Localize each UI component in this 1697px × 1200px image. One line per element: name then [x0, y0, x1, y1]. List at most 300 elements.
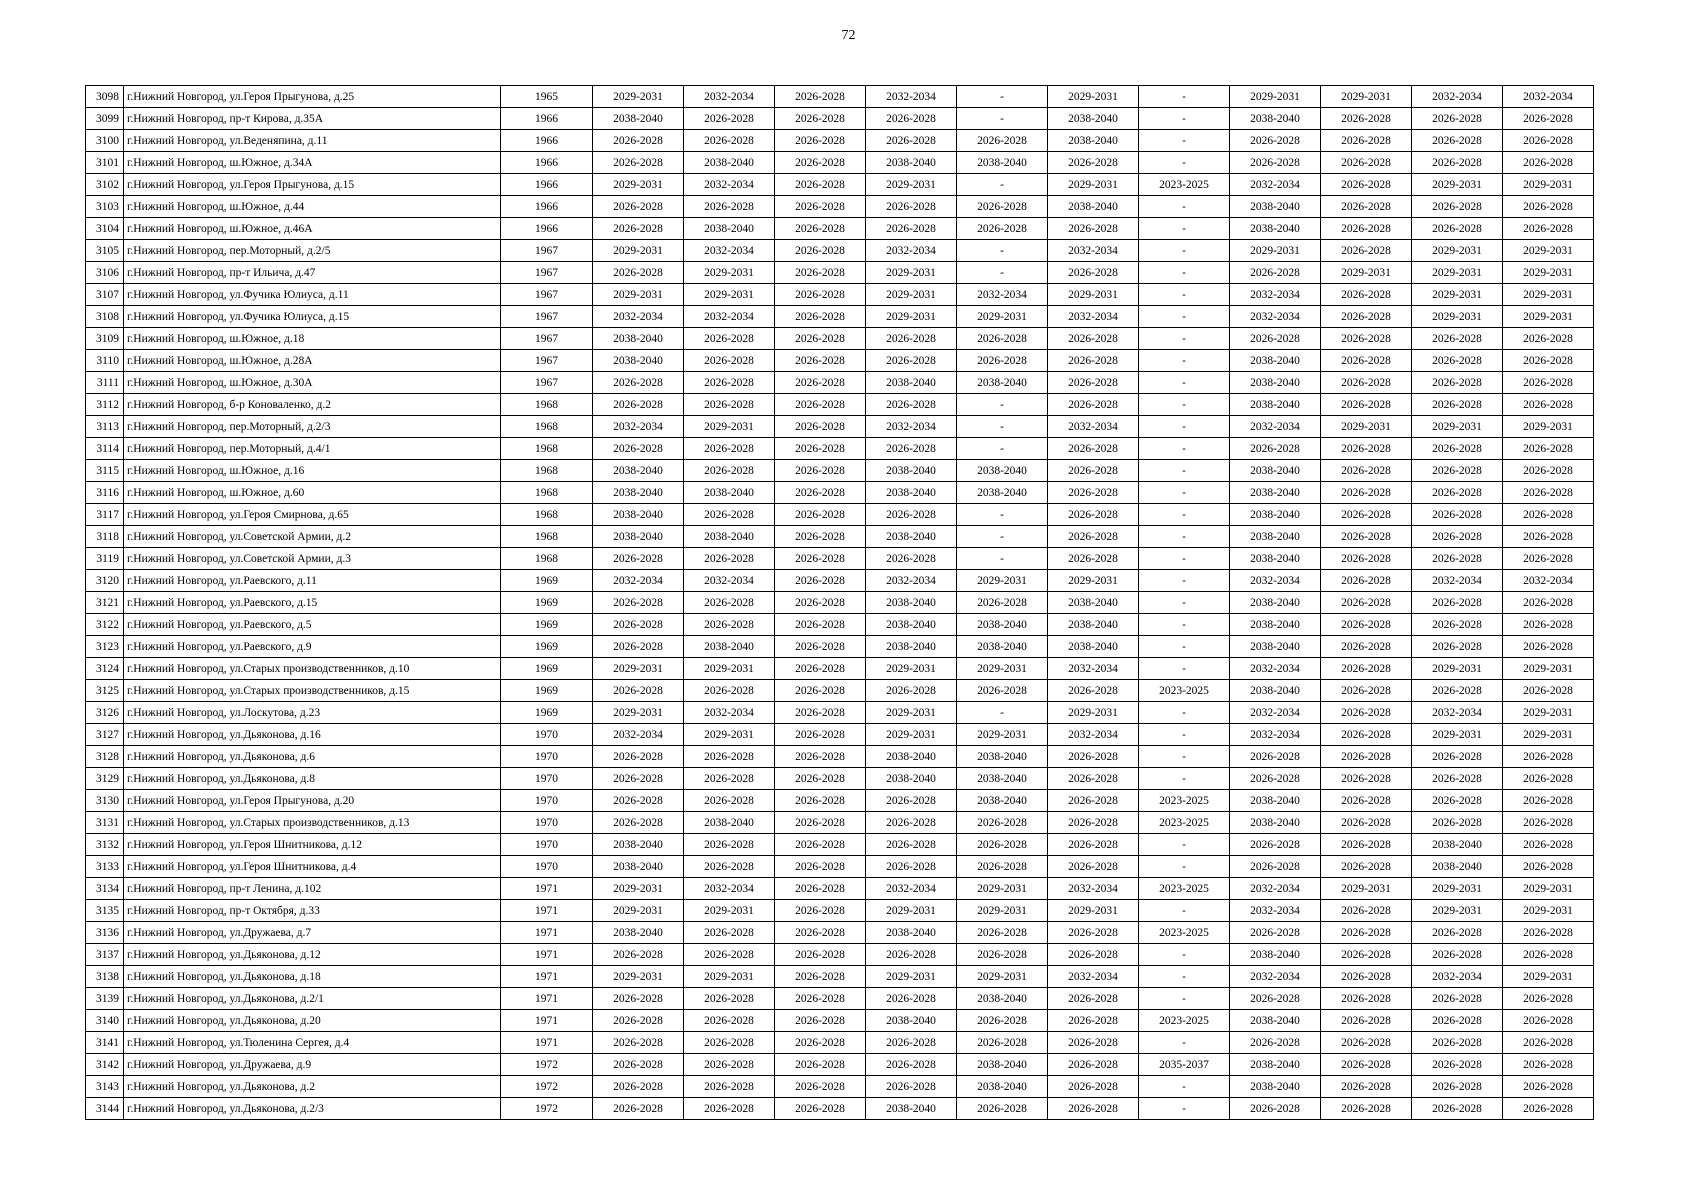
cell-period-col-3: 2026-2028: [775, 1076, 866, 1098]
cell-period-col-10: 2029-2031: [1412, 306, 1503, 328]
cell-address: г.Нижний Новгород, ул.Лоскутова, д.23: [124, 702, 501, 724]
cell-period-col-2: 2026-2028: [684, 922, 775, 944]
cell-period-col-1: 2026-2028: [593, 1010, 684, 1032]
table-row: [86, 1076, 1594, 1098]
cell-period-col-2: 2026-2028: [684, 350, 775, 372]
cell-period-col-6: 2026-2028: [1048, 482, 1139, 504]
table-row: [86, 482, 1594, 504]
cell-period-col-8: 2038-2040: [1230, 614, 1321, 636]
cell-period-col-3: 2026-2028: [775, 636, 866, 658]
table-row: [86, 350, 1594, 372]
cell-period-col-4: 2026-2028: [866, 790, 957, 812]
table-row: [86, 768, 1594, 790]
cell-period-col-10: 2029-2031: [1412, 658, 1503, 680]
cell-period-col-11: 2026-2028: [1503, 504, 1594, 526]
cell-period-col-10: 2026-2028: [1412, 130, 1503, 152]
cell-period-col-11: 2026-2028: [1503, 526, 1594, 548]
cell-year-built: 1969: [501, 702, 593, 724]
cell-period-col-2: 2029-2031: [684, 658, 775, 680]
cell-period-col-4: 2026-2028: [866, 680, 957, 702]
cell-period-col-8: 2032-2034: [1230, 416, 1321, 438]
cell-period-col-7: 2023-2025: [1139, 1010, 1230, 1032]
cell-period-col-2: 2026-2028: [684, 130, 775, 152]
table-row: [86, 152, 1594, 174]
cell-year-built: 1971: [501, 988, 593, 1010]
cell-period-col-8: 2032-2034: [1230, 174, 1321, 196]
cell-period-col-1: 2038-2040: [593, 834, 684, 856]
cell-period-col-4: 2038-2040: [866, 460, 957, 482]
cell-period-col-11: 2029-2031: [1503, 306, 1594, 328]
cell-period-col-8: 2038-2040: [1230, 394, 1321, 416]
cell-period-col-5: 2029-2031: [957, 658, 1048, 680]
cell-row-number: 3129: [86, 768, 124, 790]
cell-period-col-7: -: [1139, 504, 1230, 526]
cell-period-col-1: 2026-2028: [593, 1076, 684, 1098]
table-row: [86, 900, 1594, 922]
cell-period-col-8: 2038-2040: [1230, 482, 1321, 504]
cell-address: г.Нижний Новгород, ул.Дьяконова, д.6: [124, 746, 501, 768]
cell-period-col-8: 2038-2040: [1230, 108, 1321, 130]
cell-period-col-10: 2026-2028: [1412, 152, 1503, 174]
table-row: [86, 1032, 1594, 1054]
cell-period-col-7: -: [1139, 570, 1230, 592]
cell-period-col-5: -: [957, 416, 1048, 438]
cell-period-col-5: 2038-2040: [957, 614, 1048, 636]
cell-period-col-7: -: [1139, 218, 1230, 240]
cell-period-col-7: -: [1139, 966, 1230, 988]
cell-period-col-4: 2029-2031: [866, 658, 957, 680]
cell-period-col-8: 2038-2040: [1230, 592, 1321, 614]
cell-period-col-4: 2026-2028: [866, 438, 957, 460]
cell-period-col-9: 2026-2028: [1321, 702, 1412, 724]
cell-period-col-1: 2026-2028: [593, 262, 684, 284]
cell-period-col-9: 2026-2028: [1321, 988, 1412, 1010]
cell-period-col-4: 2038-2040: [866, 592, 957, 614]
cell-period-col-8: 2032-2034: [1230, 284, 1321, 306]
cell-period-col-10: 2026-2028: [1412, 614, 1503, 636]
cell-period-col-3: 2026-2028: [775, 152, 866, 174]
cell-year-built: 1972: [501, 1054, 593, 1076]
cell-row-number: 3100: [86, 130, 124, 152]
cell-period-col-8: 2038-2040: [1230, 350, 1321, 372]
cell-period-col-9: 2026-2028: [1321, 856, 1412, 878]
cell-period-col-8: 2038-2040: [1230, 460, 1321, 482]
cell-address: г.Нижний Новгород, ш.Южное, д.60: [124, 482, 501, 504]
cell-period-col-1: 2038-2040: [593, 328, 684, 350]
cell-period-col-1: 2029-2031: [593, 900, 684, 922]
cell-address: г.Нижний Новгород, ул.Дьяконова, д.2/3: [124, 1098, 501, 1120]
cell-period-col-1: 2038-2040: [593, 482, 684, 504]
cell-year-built: 1971: [501, 1010, 593, 1032]
cell-period-col-5: 2026-2028: [957, 592, 1048, 614]
cell-year-built: 1966: [501, 196, 593, 218]
cell-row-number: 3136: [86, 922, 124, 944]
cell-period-col-3: 2026-2028: [775, 614, 866, 636]
cell-period-col-2: 2032-2034: [684, 570, 775, 592]
table-row: [86, 570, 1594, 592]
cell-period-col-10: 2026-2028: [1412, 482, 1503, 504]
cell-period-col-5: 2026-2028: [957, 1032, 1048, 1054]
cell-period-col-2: 2026-2028: [684, 548, 775, 570]
cell-period-col-10: 2026-2028: [1412, 944, 1503, 966]
cell-period-col-5: 2038-2040: [957, 988, 1048, 1010]
cell-period-col-1: 2026-2028: [593, 812, 684, 834]
cell-period-col-7: 2023-2025: [1139, 174, 1230, 196]
table-row: [86, 680, 1594, 702]
cell-period-col-7: -: [1139, 306, 1230, 328]
cell-period-col-1: 2029-2031: [593, 284, 684, 306]
cell-period-col-9: 2026-2028: [1321, 900, 1412, 922]
cell-period-col-11: 2029-2031: [1503, 966, 1594, 988]
cell-row-number: 3109: [86, 328, 124, 350]
cell-address: г.Нижний Новгород, ул.Дьяконова, д.20: [124, 1010, 501, 1032]
cell-period-col-8: 2038-2040: [1230, 944, 1321, 966]
cell-period-col-7: -: [1139, 1076, 1230, 1098]
cell-period-col-9: 2026-2028: [1321, 1054, 1412, 1076]
cell-period-col-5: 2038-2040: [957, 372, 1048, 394]
cell-period-col-9: 2026-2028: [1321, 680, 1412, 702]
cell-address: г.Нижний Новгород, ш.Южное, д.30А: [124, 372, 501, 394]
cell-period-col-3: 2026-2028: [775, 504, 866, 526]
cell-period-col-6: 2032-2034: [1048, 416, 1139, 438]
cell-period-col-5: 2038-2040: [957, 790, 1048, 812]
cell-row-number: 3127: [86, 724, 124, 746]
cell-period-col-2: 2029-2031: [684, 966, 775, 988]
cell-period-col-7: -: [1139, 108, 1230, 130]
cell-period-col-8: 2038-2040: [1230, 526, 1321, 548]
cell-row-number: 3116: [86, 482, 124, 504]
cell-period-col-2: 2026-2028: [684, 944, 775, 966]
cell-period-col-9: 2026-2028: [1321, 284, 1412, 306]
cell-period-col-7: -: [1139, 196, 1230, 218]
cell-period-col-5: 2026-2028: [957, 350, 1048, 372]
cell-period-col-8: 2026-2028: [1230, 746, 1321, 768]
cell-period-col-7: -: [1139, 526, 1230, 548]
cell-address: г.Нижний Новгород, б-р Коноваленко, д.2: [124, 394, 501, 416]
cell-period-col-1: 2029-2031: [593, 702, 684, 724]
cell-row-number: 3113: [86, 416, 124, 438]
cell-period-col-1: 2038-2040: [593, 108, 684, 130]
cell-period-col-8: 2032-2034: [1230, 306, 1321, 328]
cell-row-number: 3110: [86, 350, 124, 372]
cell-row-number: 3105: [86, 240, 124, 262]
cell-period-col-3: 2026-2028: [775, 262, 866, 284]
cell-period-col-6: 2029-2031: [1048, 702, 1139, 724]
cell-period-col-5: 2026-2028: [957, 812, 1048, 834]
cell-period-col-3: 2026-2028: [775, 174, 866, 196]
cell-period-col-1: 2026-2028: [593, 1032, 684, 1054]
cell-period-col-2: 2026-2028: [684, 504, 775, 526]
cell-period-col-9: 2029-2031: [1321, 86, 1412, 108]
cell-period-col-9: 2026-2028: [1321, 372, 1412, 394]
table-row: [86, 262, 1594, 284]
cell-period-col-6: 2026-2028: [1048, 526, 1139, 548]
cell-period-col-11: 2026-2028: [1503, 328, 1594, 350]
cell-year-built: 1968: [501, 526, 593, 548]
cell-row-number: 3130: [86, 790, 124, 812]
cell-period-col-9: 2029-2031: [1321, 262, 1412, 284]
cell-row-number: 3141: [86, 1032, 124, 1054]
cell-address: г.Нижний Новгород, пер.Моторный, д.4/1: [124, 438, 501, 460]
cell-period-col-7: -: [1139, 130, 1230, 152]
cell-period-col-11: 2029-2031: [1503, 174, 1594, 196]
cell-period-col-8: 2038-2040: [1230, 812, 1321, 834]
cell-row-number: 3132: [86, 834, 124, 856]
cell-year-built: 1971: [501, 922, 593, 944]
cell-address: г.Нижний Новгород, ш.Южное, д.46А: [124, 218, 501, 240]
cell-period-col-7: -: [1139, 658, 1230, 680]
cell-period-col-5: 2029-2031: [957, 570, 1048, 592]
cell-year-built: 1966: [501, 130, 593, 152]
cell-period-col-1: 2026-2028: [593, 746, 684, 768]
table-row: [86, 856, 1594, 878]
cell-period-col-8: 2026-2028: [1230, 834, 1321, 856]
table-row: [86, 944, 1594, 966]
cell-period-col-8: 2026-2028: [1230, 262, 1321, 284]
table-row: [86, 702, 1594, 724]
cell-period-col-2: 2026-2028: [684, 592, 775, 614]
cell-address: г.Нижний Новгород, ул.Фучика Юлиуса, д.15: [124, 306, 501, 328]
cell-row-number: 3108: [86, 306, 124, 328]
cell-year-built: 1968: [501, 438, 593, 460]
cell-period-col-11: 2029-2031: [1503, 702, 1594, 724]
cell-period-col-1: 2029-2031: [593, 658, 684, 680]
cell-period-col-3: 2026-2028: [775, 548, 866, 570]
cell-period-col-8: 2026-2028: [1230, 1098, 1321, 1120]
cell-period-col-10: 2029-2031: [1412, 900, 1503, 922]
cell-period-col-6: 2032-2034: [1048, 878, 1139, 900]
cell-period-col-6: 2032-2034: [1048, 724, 1139, 746]
cell-period-col-7: -: [1139, 944, 1230, 966]
cell-period-col-4: 2026-2028: [866, 130, 957, 152]
table-row: [86, 636, 1594, 658]
cell-period-col-5: -: [957, 86, 1048, 108]
cell-period-col-8: 2032-2034: [1230, 966, 1321, 988]
cell-period-col-2: 2032-2034: [684, 174, 775, 196]
cell-row-number: 3125: [86, 680, 124, 702]
cell-period-col-1: 2029-2031: [593, 878, 684, 900]
cell-address: г.Нижний Новгород, ул.Веденяпина, д.11: [124, 130, 501, 152]
cell-year-built: 1971: [501, 1032, 593, 1054]
cell-period-col-2: 2029-2031: [684, 900, 775, 922]
cell-period-col-7: 2023-2025: [1139, 790, 1230, 812]
table-row: [86, 372, 1594, 394]
cell-period-col-6: 2032-2034: [1048, 306, 1139, 328]
cell-period-col-1: 2038-2040: [593, 350, 684, 372]
cell-period-col-10: 2026-2028: [1412, 328, 1503, 350]
cell-period-col-4: 2026-2028: [866, 856, 957, 878]
cell-period-col-5: 2038-2040: [957, 746, 1048, 768]
cell-period-col-1: 2026-2028: [593, 680, 684, 702]
cell-row-number: 3107: [86, 284, 124, 306]
cell-period-col-8: 2026-2028: [1230, 768, 1321, 790]
cell-period-col-7: 2035-2037: [1139, 1054, 1230, 1076]
cell-period-col-2: 2026-2028: [684, 790, 775, 812]
cell-period-col-8: 2032-2034: [1230, 900, 1321, 922]
cell-year-built: 1968: [501, 460, 593, 482]
cell-period-col-9: 2026-2028: [1321, 592, 1412, 614]
table-row: [86, 218, 1594, 240]
cell-period-col-9: 2026-2028: [1321, 460, 1412, 482]
cell-period-col-8: 2038-2040: [1230, 790, 1321, 812]
cell-period-col-3: 2026-2028: [775, 372, 866, 394]
cell-period-col-11: 2026-2028: [1503, 856, 1594, 878]
cell-period-col-2: 2026-2028: [684, 1098, 775, 1120]
cell-year-built: 1969: [501, 680, 593, 702]
cell-period-col-5: 2038-2040: [957, 768, 1048, 790]
cell-period-col-6: 2026-2028: [1048, 988, 1139, 1010]
cell-period-col-2: 2032-2034: [684, 86, 775, 108]
cell-period-col-1: 2026-2028: [593, 592, 684, 614]
cell-period-col-1: 2038-2040: [593, 460, 684, 482]
cell-period-col-6: 2026-2028: [1048, 438, 1139, 460]
cell-period-col-9: 2026-2028: [1321, 152, 1412, 174]
cell-period-col-9: 2026-2028: [1321, 218, 1412, 240]
cell-period-col-11: 2029-2031: [1503, 878, 1594, 900]
cell-period-col-10: 2026-2028: [1412, 746, 1503, 768]
cell-period-col-7: -: [1139, 724, 1230, 746]
table-row: [86, 724, 1594, 746]
cell-address: г.Нижний Новгород, ш.Южное, д.34А: [124, 152, 501, 174]
cell-period-col-5: 2026-2028: [957, 856, 1048, 878]
cell-period-col-4: 2038-2040: [866, 1098, 957, 1120]
cell-year-built: 1970: [501, 790, 593, 812]
cell-period-col-4: 2038-2040: [866, 768, 957, 790]
cell-period-col-2: 2038-2040: [684, 812, 775, 834]
cell-period-col-6: 2026-2028: [1048, 768, 1139, 790]
cell-period-col-4: 2026-2028: [866, 1054, 957, 1076]
cell-period-col-9: 2026-2028: [1321, 328, 1412, 350]
cell-year-built: 1969: [501, 614, 593, 636]
cell-period-col-10: 2026-2028: [1412, 790, 1503, 812]
cell-period-col-4: 2032-2034: [866, 570, 957, 592]
cell-period-col-2: 2026-2028: [684, 108, 775, 130]
cell-period-col-9: 2026-2028: [1321, 746, 1412, 768]
cell-period-col-4: 2029-2031: [866, 262, 957, 284]
cell-address: г.Нижний Новгород, ш.Южное, д.16: [124, 460, 501, 482]
cell-period-col-2: 2032-2034: [684, 240, 775, 262]
cell-row-number: 3118: [86, 526, 124, 548]
cell-row-number: 3106: [86, 262, 124, 284]
cell-period-col-9: 2026-2028: [1321, 438, 1412, 460]
cell-period-col-9: 2026-2028: [1321, 240, 1412, 262]
cell-period-col-4: 2038-2040: [866, 526, 957, 548]
cell-period-col-2: 2026-2028: [684, 1054, 775, 1076]
cell-period-col-3: 2026-2028: [775, 526, 866, 548]
cell-period-col-4: 2026-2028: [866, 350, 957, 372]
cell-period-col-10: 2026-2028: [1412, 196, 1503, 218]
cell-period-col-9: 2026-2028: [1321, 482, 1412, 504]
cell-period-col-3: 2026-2028: [775, 350, 866, 372]
cell-period-col-6: 2026-2028: [1048, 1076, 1139, 1098]
cell-period-col-7: -: [1139, 438, 1230, 460]
cell-period-col-5: 2026-2028: [957, 218, 1048, 240]
cell-period-col-6: 2026-2028: [1048, 790, 1139, 812]
table-row: [86, 922, 1594, 944]
cell-period-col-7: -: [1139, 240, 1230, 262]
cell-period-col-6: 2026-2028: [1048, 1010, 1139, 1032]
cell-period-col-5: 2038-2040: [957, 152, 1048, 174]
cell-period-col-1: 2029-2031: [593, 86, 684, 108]
cell-period-col-10: 2026-2028: [1412, 1032, 1503, 1054]
cell-row-number: 3112: [86, 394, 124, 416]
cell-address: г.Нижний Новгород, ул.Дьяконова, д.18: [124, 966, 501, 988]
cell-period-col-2: 2029-2031: [684, 284, 775, 306]
cell-year-built: 1970: [501, 834, 593, 856]
cell-period-col-8: 2038-2040: [1230, 218, 1321, 240]
cell-row-number: 3117: [86, 504, 124, 526]
cell-period-col-7: -: [1139, 350, 1230, 372]
cell-period-col-7: -: [1139, 834, 1230, 856]
cell-row-number: 3115: [86, 460, 124, 482]
cell-period-col-5: 2026-2028: [957, 328, 1048, 350]
cell-year-built: 1970: [501, 768, 593, 790]
table-row: [86, 1010, 1594, 1032]
cell-period-col-9: 2026-2028: [1321, 768, 1412, 790]
cell-period-col-1: 2026-2028: [593, 1054, 684, 1076]
cell-row-number: 3123: [86, 636, 124, 658]
cell-period-col-1: 2026-2028: [593, 636, 684, 658]
table-row: [86, 416, 1594, 438]
cell-row-number: 3099: [86, 108, 124, 130]
cell-period-col-1: 2029-2031: [593, 966, 684, 988]
cell-period-col-3: 2026-2028: [775, 900, 866, 922]
cell-period-col-3: 2026-2028: [775, 130, 866, 152]
cell-period-col-6: 2026-2028: [1048, 152, 1139, 174]
cell-period-col-4: 2029-2031: [866, 174, 957, 196]
cell-period-col-1: 2026-2028: [593, 372, 684, 394]
cell-period-col-1: 2026-2028: [593, 1098, 684, 1120]
cell-period-col-5: -: [957, 548, 1048, 570]
cell-period-col-6: 2029-2031: [1048, 570, 1139, 592]
table-row: [86, 614, 1594, 636]
cell-period-col-7: -: [1139, 86, 1230, 108]
cell-year-built: 1966: [501, 218, 593, 240]
cell-period-col-2: 2026-2028: [684, 196, 775, 218]
cell-period-col-8: 2038-2040: [1230, 1076, 1321, 1098]
cell-period-col-8: 2026-2028: [1230, 1032, 1321, 1054]
cell-period-col-7: -: [1139, 900, 1230, 922]
cell-period-col-9: 2026-2028: [1321, 394, 1412, 416]
cell-period-col-9: 2026-2028: [1321, 658, 1412, 680]
cell-period-col-6: 2032-2034: [1048, 240, 1139, 262]
cell-period-col-3: 2026-2028: [775, 394, 866, 416]
cell-year-built: 1967: [501, 284, 593, 306]
cell-period-col-1: 2026-2028: [593, 438, 684, 460]
cell-period-col-6: 2029-2031: [1048, 86, 1139, 108]
cell-row-number: 3144: [86, 1098, 124, 1120]
cell-period-col-11: 2026-2028: [1503, 196, 1594, 218]
cell-period-col-10: 2026-2028: [1412, 922, 1503, 944]
cell-address: г.Нижний Новгород, ул.Героя Шнитникова, д.12: [124, 834, 501, 856]
cell-period-col-3: 2026-2028: [775, 196, 866, 218]
table-row: [86, 790, 1594, 812]
cell-row-number: 3128: [86, 746, 124, 768]
table-row: [86, 878, 1594, 900]
cell-period-col-3: 2026-2028: [775, 218, 866, 240]
cell-period-col-7: -: [1139, 988, 1230, 1010]
cell-period-col-6: 2026-2028: [1048, 1054, 1139, 1076]
cell-period-col-10: 2026-2028: [1412, 526, 1503, 548]
cell-period-col-10: 2026-2028: [1412, 1098, 1503, 1120]
cell-row-number: 3131: [86, 812, 124, 834]
cell-period-col-4: 2038-2040: [866, 922, 957, 944]
cell-period-col-8: 2038-2040: [1230, 1010, 1321, 1032]
cell-period-col-11: 2029-2031: [1503, 658, 1594, 680]
cell-period-col-5: 2029-2031: [957, 306, 1048, 328]
cell-period-col-10: 2026-2028: [1412, 1010, 1503, 1032]
cell-period-col-5: 2038-2040: [957, 636, 1048, 658]
